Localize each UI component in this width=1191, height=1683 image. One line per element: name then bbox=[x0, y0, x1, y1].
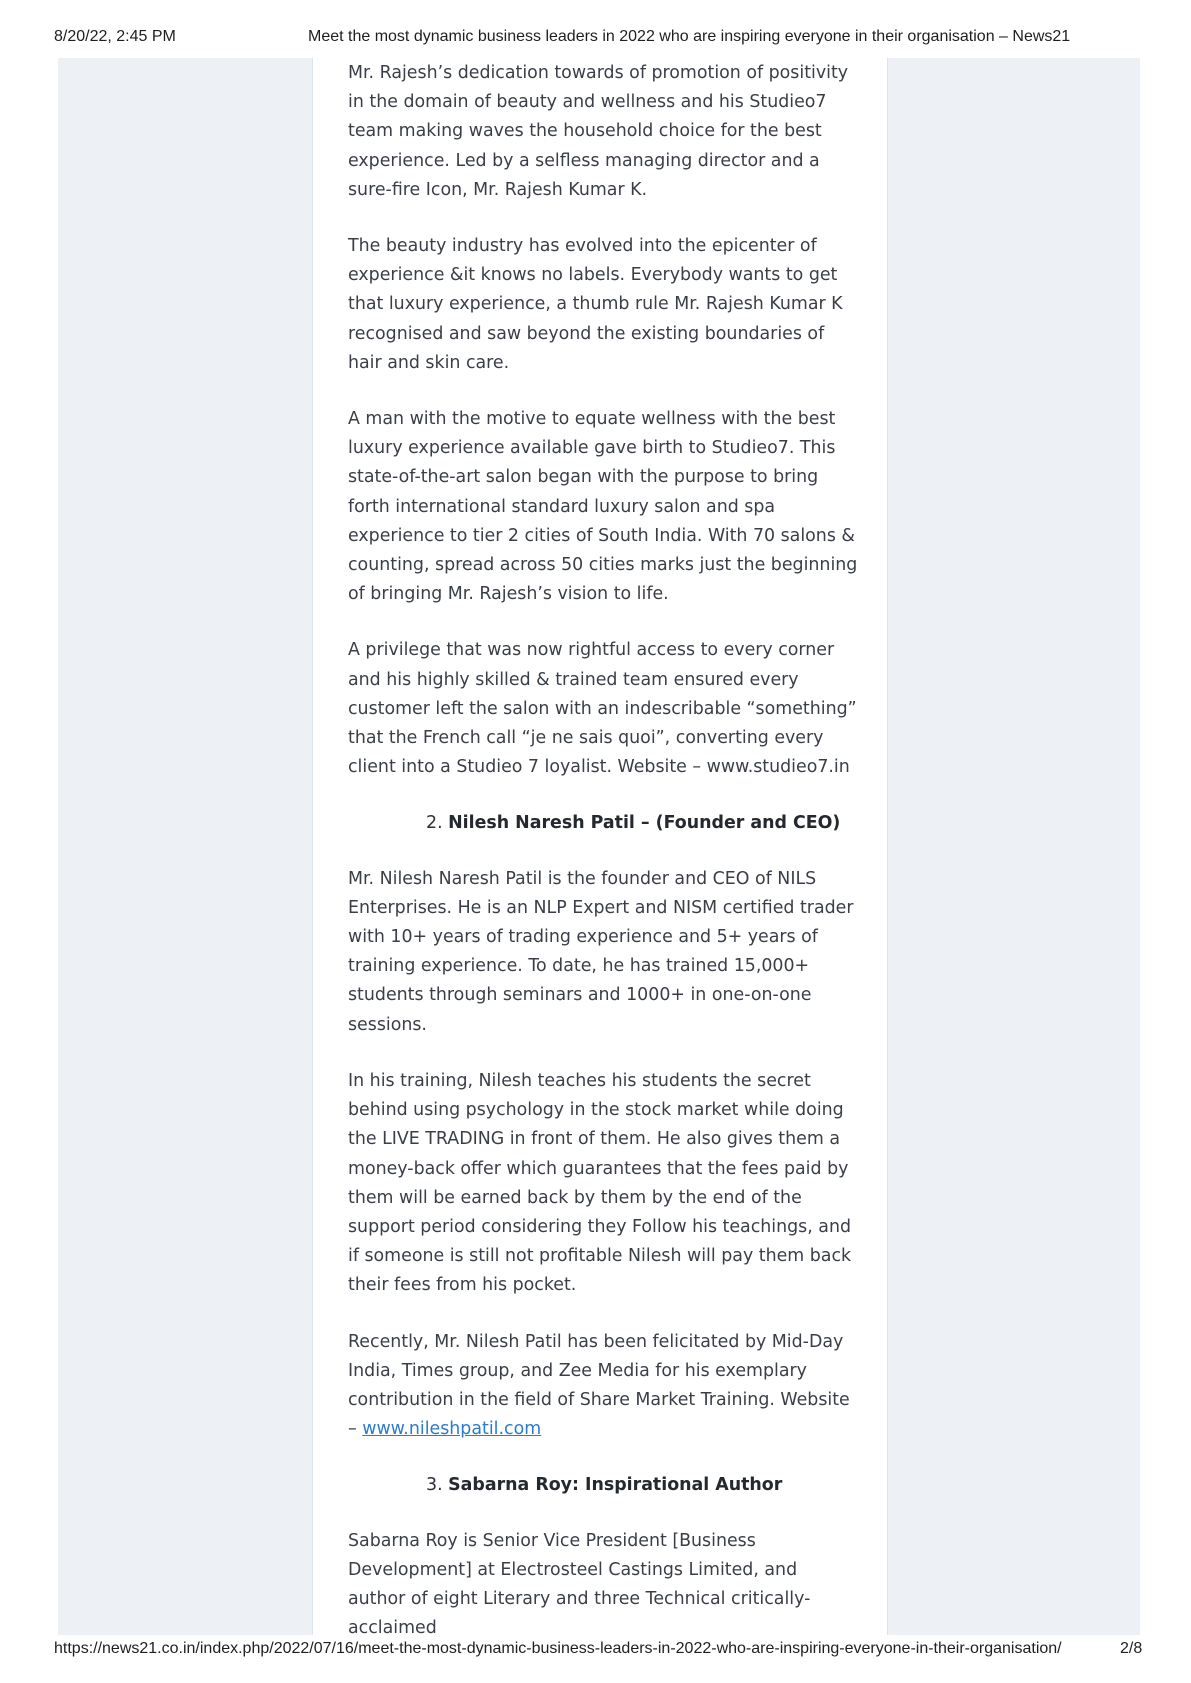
print-date: 8/20/22, 2:45 PM bbox=[54, 28, 176, 45]
section-heading-2 bbox=[348, 809, 858, 838]
section-heading-3 bbox=[348, 1471, 858, 1500]
heading-number: 2. bbox=[426, 813, 449, 834]
website-link[interactable]: www.nileshpatil.com bbox=[362, 1419, 542, 1440]
article-paragraph: Sabarna Roy is Senior Vice President [Business Development] at Electrosteel Castings Limited, and author of eight Literary and three Technical critically-acclaimed bbox=[348, 1530, 811, 1639]
heading-text: Nilesh Naresh Patil – (Founder and CEO) bbox=[448, 813, 841, 834]
print-url: https://news21.co.in/index.php/2022/07/16/meet-the-most-dynamic-business-leaders-in-2022-who-are-inspiring-everyone-in-their-organisation/ bbox=[54, 1640, 1062, 1657]
paragraph-text: Recently, Mr. Nilesh Patil has been felicitated by Mid-Day India, Times group, and Zee Media for his exemplary contribution in the field of Share Market Training. Website – bbox=[348, 1331, 850, 1440]
heading-number: 3. bbox=[426, 1475, 449, 1496]
article-paragraph: Mr. Rajesh’s dedication towards of promotion of positivity in the domain of beauty and wellness and his Studieo7 team making waves the household choice for the best experience. Led by a selfless managing director and a sure-fire Icon, Mr. Rajesh Kumar K. bbox=[348, 63, 849, 200]
heading-text: Sabarna Roy: Inspirational Author bbox=[448, 1475, 783, 1496]
print-page-title: Meet the most dynamic business leaders in 2022 who are inspiring everyone in their organisation – News21 bbox=[308, 28, 1071, 45]
article-paragraph: A man with the motive to equate wellness with the best luxury experience available gave birth to Studieo7. This state-of-the-art salon began with the purpose to bring forth international standard luxury salon and spa experience to tier 2 cities of South India. With 70 salons & counting, spread across 50 cities marks just the beginning of bringing Mr. Rajesh’s vision to life. bbox=[348, 409, 858, 605]
print-page-number: 2/8 bbox=[1120, 1640, 1143, 1657]
article-paragraph: The beauty industry has evolved into the epicenter of experience &it knows no labels. Everybody wants to get that luxury experience, a thumb rule Mr. Rajesh Kumar K recognised and saw beyond the existing boundaries of hair and skin care. bbox=[348, 236, 843, 373]
article-body bbox=[348, 58, 858, 1670]
article-paragraph: In his training, Nilesh teaches his students the secret behind using psychology in the stock market while doing the LIVE TRADING in front of them. He also gives them a money-back offer which guarantees that the fees paid by them will be earned back by them by the end of the support period considering they Follow his teachings, and if someone is still not profitable Nilesh will pay them back their fees from his pocket. bbox=[348, 1070, 852, 1296]
article-paragraph: Mr. Nilesh Naresh Patil is the founder and CEO of NILS Enterprises. He is an NLP Expert and NISM certified trader with 10+ years of trading experience and 5+ years of training experience. To date, he has trained 15,000+ students through seminars and 1000+ in one-on-one sessions. bbox=[348, 868, 854, 1035]
article-paragraph: A privilege that was now rightful access to every corner and his highly skilled & trained team ensured every customer left the salon with an indescribable “something” that the French call “je ne sais quoi”, converting every client into a Studieo 7 loyalist. Website – www.studieo7.in bbox=[348, 640, 857, 778]
article-paragraph bbox=[348, 1328, 858, 1445]
